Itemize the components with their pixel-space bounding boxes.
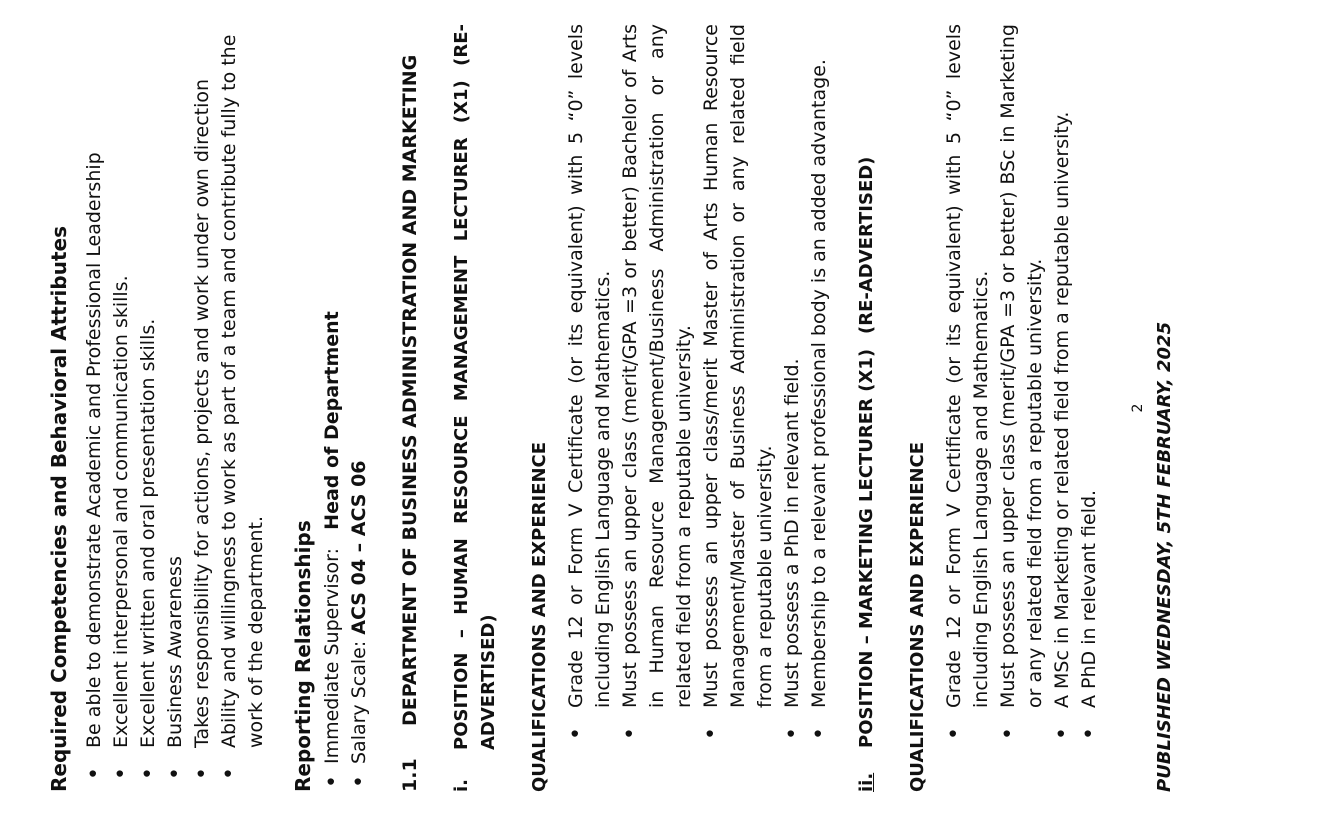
position-heading bbox=[853, 24, 880, 792]
supervisor-label: Immediate Supervisor: bbox=[321, 547, 343, 764]
salary-label: Salary Scale: bbox=[348, 640, 370, 764]
list-item: • Must possess an upper class/merit Master of Arts Human Resource Management/Master of Business Administration or any related field from a reputable university. bbox=[698, 24, 779, 792]
list-item: • Must possess an upper class (merit/GPA =3 or better) Bachelor of Arts in Human Resource Management/Business Administration or any related field from a reputable university. bbox=[617, 24, 698, 792]
reporting-heading: Reporting Relationships bbox=[291, 520, 315, 792]
qualifications-heading: QUALIFICATIONS AND EXPERIENCE bbox=[529, 441, 550, 792]
department-heading bbox=[397, 24, 424, 792]
section-number: 1.1 bbox=[399, 758, 421, 792]
list-item: • Be able to demonstrate Academic and Professional Leadership bbox=[81, 24, 108, 792]
list-item: • Business Awareness bbox=[162, 24, 189, 792]
qualifications-heading: QUALIFICATIONS AND EXPERIENCE bbox=[907, 441, 928, 792]
position-numeral: ii. bbox=[856, 772, 877, 792]
list-item: • Membership to a relevant professional body is an added advantage. bbox=[806, 24, 833, 792]
list-item: • Ability and willingness to work as part of a team and contribute fully to the work of the department. bbox=[216, 24, 270, 792]
list-item: • Must possess a PhD in relevant field. bbox=[779, 24, 806, 792]
list-item: • Grade 12 or Form V Certificate (or its equivalent) with 5 “0” levels including English Language and Mathematics. bbox=[941, 24, 995, 792]
position-heading bbox=[448, 24, 502, 792]
competencies-heading: Required Competencies and Behavioral Attributes bbox=[47, 226, 71, 792]
publication-date: PUBLISHED WEDNESDAY, 5TH FEBRUARY, 2025 bbox=[1154, 321, 1175, 792]
readvertised-label: (RE-ADVERTISED) bbox=[856, 156, 877, 334]
list-item: • Excellent interpersonal and communication skills. bbox=[108, 24, 135, 792]
list-item: • Must possess an upper class (merit/GPA =3 or better) BSc in Marketing or any related field from a reputable university. bbox=[995, 24, 1049, 792]
list-item: • A PhD in relevant field. bbox=[1076, 24, 1103, 792]
qualifications-list bbox=[563, 24, 833, 792]
qualifications-list bbox=[941, 24, 1103, 792]
competencies-list bbox=[81, 24, 270, 792]
list-item bbox=[346, 24, 373, 792]
position-title: POSITION – HUMAN RESOURCE MANAGEMENT LECTURER (X1) (RE-ADVERTISED) bbox=[451, 24, 499, 750]
supervisor-value: Head of Department bbox=[321, 311, 343, 530]
reporting-list bbox=[319, 24, 373, 792]
list-item bbox=[319, 24, 346, 792]
salary-value: ACS 04 – ACS 06 bbox=[348, 460, 370, 635]
list-item: • Grade 12 or Form V Certificate (or its equivalent) with 5 “0” levels including English Language and Mathematics. bbox=[563, 24, 617, 792]
page-number: 2 bbox=[1130, 403, 1146, 413]
department-title: DEPARTMENT OF BUSINESS ADMINISTRATION AND MARKETING bbox=[399, 54, 421, 726]
list-item: • A MSc in Marketing or related field from a reputable university. bbox=[1049, 24, 1076, 792]
position-title: POSITION – MARKETING LECTURER (X1) bbox=[856, 348, 877, 748]
position-numeral: i. bbox=[451, 778, 472, 792]
list-item: • Excellent written and oral presentation skills. bbox=[135, 24, 162, 792]
list-item: • Takes responsibility for actions, projects and work under own direction bbox=[189, 24, 216, 792]
